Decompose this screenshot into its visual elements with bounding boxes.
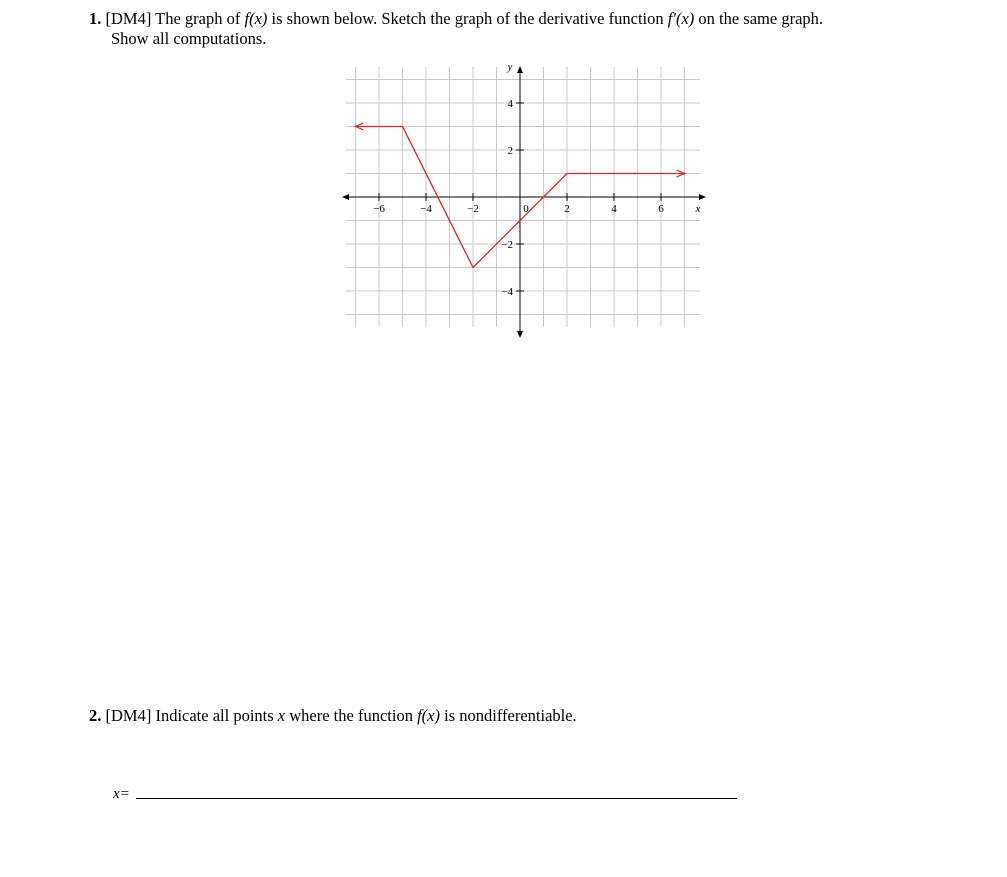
x-tick-label: −4: [420, 203, 432, 215]
problem-2-text-c: is nondifferentiable.: [444, 706, 577, 725]
problem-1-number: 1.: [89, 9, 102, 28]
function-graph-svg[interactable]: [335, 55, 715, 340]
problem-1: [89, 9, 969, 49]
problem-2-text-b: where the function: [289, 706, 413, 725]
x-tick-label: 2: [564, 203, 570, 215]
x-tick-label: −6: [373, 203, 385, 215]
x-tick-label: 4: [611, 203, 617, 215]
axes: [343, 67, 705, 337]
x-tick-label: 0: [523, 203, 529, 215]
problem-2-text-a: Indicate all points: [155, 706, 274, 725]
x-tick-label: −2: [467, 203, 479, 215]
y-tick-label: −4: [501, 286, 513, 298]
problem-2: [89, 706, 969, 726]
problem-1-fx: f(x): [244, 9, 268, 28]
answer-label: x=: [113, 786, 130, 802]
y-axis-label: y: [507, 61, 513, 73]
problem-1-line-2: Show all computations.: [111, 29, 267, 48]
problem-1-text-c: on the same graph.: [698, 9, 824, 28]
problem-1-text-b: is shown below. Sketch the graph of the derivative function: [271, 9, 664, 28]
answer-input-line[interactable]: [136, 798, 737, 799]
x-tick-label: 6: [658, 203, 664, 215]
problem-1-fprime-x: f′(x): [667, 9, 695, 28]
y-tick-label: 2: [507, 145, 513, 157]
problem-1-tag: [DM4]: [105, 9, 152, 28]
tick-labels: [373, 61, 700, 298]
problem-2-fx: f(x): [417, 706, 440, 725]
y-tick-label: −2: [501, 239, 513, 251]
function-graph[interactable]: [335, 55, 715, 340]
problem-1-text-a: The graph of: [155, 9, 241, 28]
x-axis-label: x: [695, 203, 701, 215]
problem-2-var-x: x: [277, 706, 286, 725]
problem-2-tag: [DM4]: [105, 706, 152, 725]
problem-2-number: 2.: [89, 706, 102, 725]
y-tick-label: 4: [507, 98, 513, 110]
